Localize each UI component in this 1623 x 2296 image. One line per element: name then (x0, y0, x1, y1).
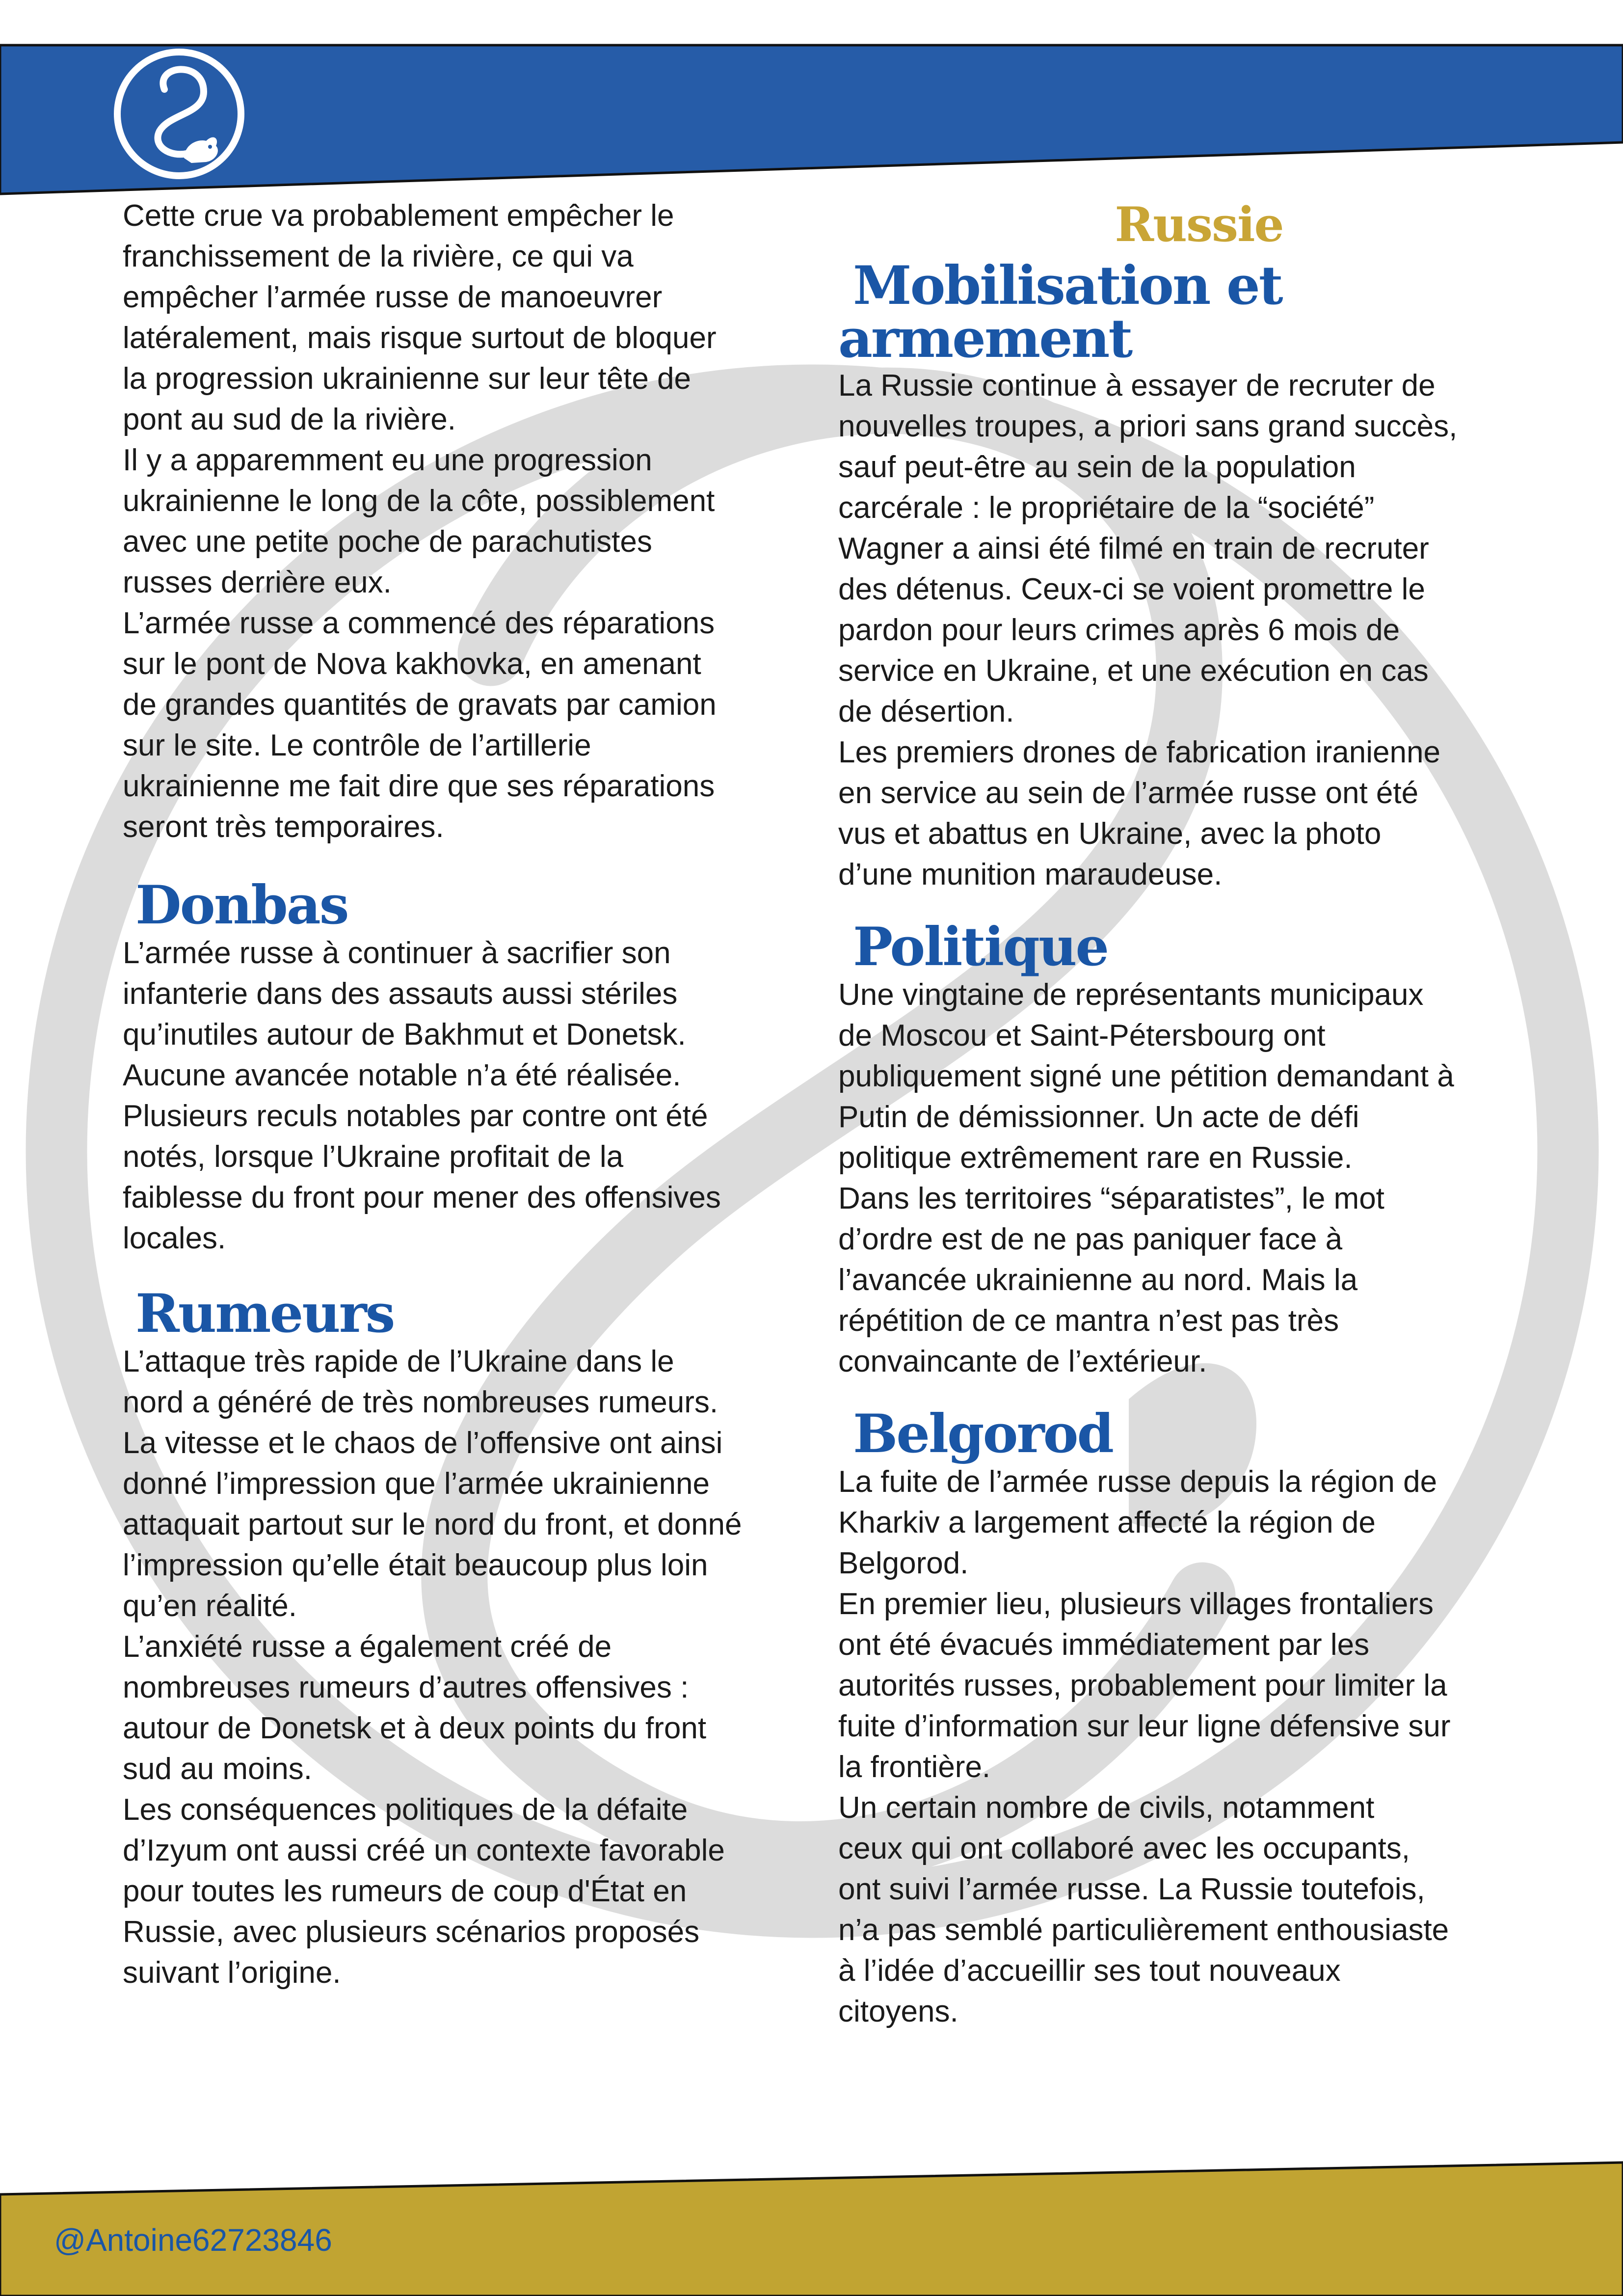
mobilisation-text: La Russie continue à essayer de recruter de nouvelles troupes, a priori sans grand succès, sauf peut-être au sein de la population carcérale : le propriétaire de la “société” Wagner a ainsi été filmé en train de recruter des détenus. Ceux-ci se voient promettre le pardon pour leurs crimes après 6 mois de service en Ukraine, et une exécution en cas de désertion. Les premiers drones de fabrication iranienne en service au sein de l’armée russe ont été vus et abattus en Ukraine, avec la photo d’une munition maraudeuse. (838, 369, 1458, 891)
ouroboros-rat-logo-icon (110, 45, 248, 183)
belgorod-heading: Belgorod (853, 1403, 1113, 1465)
donbas-text: L’armée russe à continuer à sacrifier son infanterie dans des assauts aussi stériles qu’inutiles autour de Bakhmut et Donetsk. Aucune avancée notable n’a été réalisée. Plusieurs reculs notables par contre ont été notés, lorsque l’Ukraine profitait de la faiblesse du front pour mener des offensives locales. (123, 936, 721, 1255)
mobilisation-heading-line1: Mobilisation et (853, 255, 1282, 317)
politique-heading: Politique (853, 916, 1108, 978)
rumeurs-text: L’attaque très rapide de l’Ukraine dans le nord a généré de très nombreuses rumeurs. La vitesse et le chaos de l’offensive ont ainsi donné l’impression que l’armée ukrainienne attaquait partout sur le nord du front, et donné l’impression qu’elle était beaucoup plus loin qu’en réalité. L’anxiété russe a également créé de nombreuses rumeurs d’autres offensives : autour de Donetsk et à deux points du front sud au moins. Les conséquences politiques de la défaite d’Izyum ont aussi créé un contexte favorable pour toutes les rumeurs de coup d'État en Russie, avec plusieurs scénarios proposés suivant l’origine. (123, 1345, 742, 1990)
mobilisation-heading-line2: armement (838, 308, 1132, 370)
intro-paragraph: Cette crue va probablement empêcher le franchissement de la rivière, ce qui va empêcher l’armée russe de manoeuvrer latéralement, mais risque surtout de bloquer la progression ukrainienne sur leur tête de pont au sud de la rivière. Il y a apparemment eu une progression ukrainienne le long de la côte, possiblement avec une petite poche de parachutistes russes derrière eux. L’armée russe a commencé des réparations sur le pont de Nova kakhovka, en amenant de grandes quantités de gravats par camion sur le site. Le contrôle de l’artillerie ukrainienne me fait dire que ses réparations seront très temporaires. (123, 199, 717, 844)
right-column (838, 195, 1535, 2032)
belgorod-text: La fuite de l’armée russe depuis la région de Kharkiv a largement affecté la région de Belgorod. En premier lieu, plusieurs villages frontaliers ont été évacués immédiatement par les autorités russes, probablement pour limiter la fuite d’information sur leur ligne défensive sur la frontière. Un certain nombre de civils, notamment ceux qui ont collaboré avec les occupants, ont suivi l’armée russe. La Russie toutefois, n’a pas semblé particulièrement enthousiaste à l’idée d’accueillir ses tout nouveaux citoyens. (838, 1465, 1451, 2028)
author-handle-link[interactable]: @Antoine62723846 (54, 2222, 332, 2258)
rumeurs-heading: Rumeurs (135, 1283, 394, 1345)
donbas-heading: Donbas (135, 874, 348, 936)
mobilisation-heading (838, 255, 1535, 370)
politique-text: Une vingtaine de représentants municipaux de Moscou et Saint-Pétersbourg ont publiquement signé une pétition demandant à Putin de démissionner. Un acte de défi politique extrêmement rare en Russie. Dans les territoires “séparatistes”, le mot d’ordre est de ne pas paniquer face à l’avancée ukrainienne au nord. Mais la répétition de ce mantra n’est pas très convaincante de l’extérieur. (838, 978, 1454, 1378)
left-column (123, 195, 820, 1993)
russie-section-title: Russie (1115, 197, 1283, 252)
